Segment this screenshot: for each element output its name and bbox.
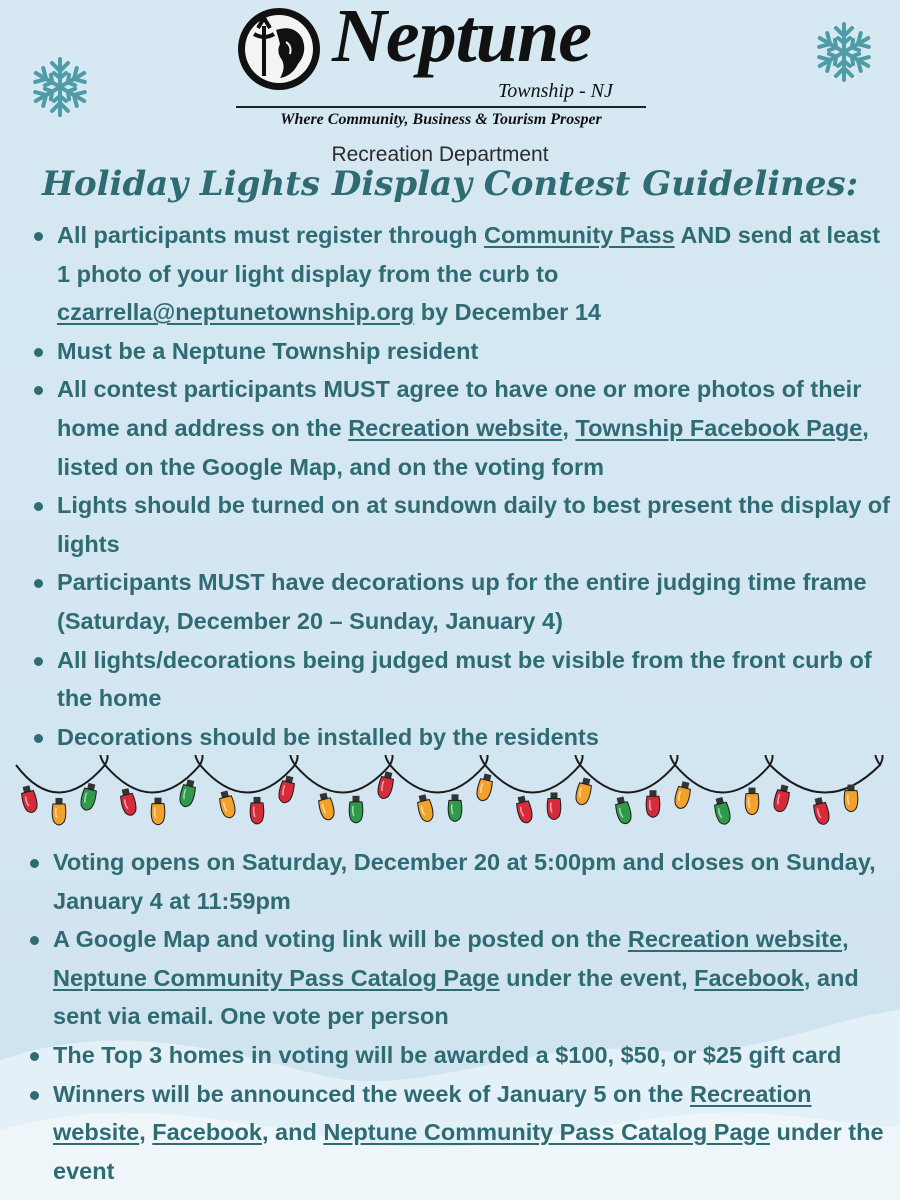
page-title: Holiday Lights Display Contest Guidelines: [41,164,859,204]
light-bulb-icon [151,798,165,825]
light-bulb-icon [673,780,693,809]
light-bulb-icon [448,794,462,821]
community-pass-catalog-link[interactable]: Neptune Community Pass Catalog Page [53,964,500,991]
recreation-website-link[interactable]: Recreation website [348,414,563,441]
community-pass-catalog-link[interactable]: Neptune Community Pass Catalog Page [323,1119,770,1146]
light-bulb-icon [415,793,435,822]
list-item [28,1036,894,1075]
email-link[interactable]: czarrella@neptunetownship.org [57,299,415,326]
recreation-website-link[interactable]: Recreation website [53,1080,812,1146]
list-item [32,370,892,486]
list-text: Participants MUST have decorations up for the entire judging time frame (Saturday, December 20 – Sunday, January 4) [57,569,867,634]
list-text: Must be a Neptune Township resident [57,337,479,364]
snowflake-icon [28,55,92,119]
light-bulb-icon [613,796,633,825]
list-text: Winners will be announced the week of January 5 on the [53,1080,691,1107]
light-bulb-icon [811,796,831,825]
logo-subtitle: Township - NJ [498,80,613,102]
list-item [32,718,892,757]
light-bulb-icon [250,797,264,824]
list-text: , [562,414,576,441]
light-bulb-icon [574,777,594,806]
light-bulb-icon [376,770,396,799]
voting-info-list [28,843,894,1190]
township-facebook-link[interactable]: Township Facebook Page [575,414,863,441]
logo-wordmark: Neptune [332,0,591,78]
light-bulb-icon [475,773,495,802]
list-item [32,563,892,640]
list-text: Decorations should be installed by the residents [57,723,599,750]
light-bulb-icon [217,790,237,819]
list-item [32,332,892,371]
light-bulb-icon [52,798,66,825]
contest-guidelines-list [32,216,892,756]
facebook-link[interactable]: Facebook [694,964,804,991]
list-text: , [139,1119,153,1146]
recreation-website-link[interactable]: Recreation website [627,926,843,953]
light-bulb-icon [712,796,732,825]
light-bulb-icon [349,796,363,823]
light-wire [16,755,883,793]
light-bulb-icon [19,784,39,813]
logo-divider [236,106,646,108]
community-pass-link[interactable]: Community Pass [483,222,675,248]
list-text: , listed on the Google Map, and on the voting form [57,414,869,480]
list-item [28,843,894,920]
logo-tagline: Where Community, Business & Tourism Prosper [280,111,602,128]
list-text: A Google Map and voting link will be posted on the [53,926,628,953]
list-text: under the event, [499,964,695,991]
light-bulb-icon [514,795,534,824]
list-item [32,216,892,332]
holiday-lights-string [10,755,890,850]
list-text: , and sent via email. One vote per person [53,964,859,1030]
neptune-logo [220,0,660,132]
light-bulb-icon [118,787,138,816]
light-bulb-icon [772,784,792,813]
list-item [28,1075,894,1191]
list-text: , and [261,1119,324,1146]
list-text: All participants must register through [57,222,484,248]
light-bulb-icon [646,790,660,817]
list-text: , [842,926,849,953]
list-text: Voting opens on Saturday, December 20 at 5:00pm and closes on Sunday, January 4 at 11:59pm [53,849,876,914]
light-bulb-icon [547,792,561,819]
list-text: under the event [53,1119,884,1184]
facebook-link[interactable]: Facebook [152,1119,262,1146]
list-text: The Top 3 homes in voting will be awarded a $100, $50, or $25 gift card [53,1041,842,1068]
list-text: Lights should be turned on at sundown daily to best present the display of lights [57,492,890,557]
department-label: Recreation Department [331,143,549,166]
list-text: All lights/decorations being judged must be visible from the front curb of the home [57,646,872,712]
light-bulb-icon [316,792,336,821]
light-bulb-icon [745,788,759,815]
list-text: AND send at least 1 photo of your light display from the curb to [57,222,881,287]
list-item [28,920,894,1036]
list-item [32,641,892,718]
list-item [32,486,892,563]
neptune-emblem-icon [236,6,322,92]
list-text: by December 14 [414,299,601,326]
snowflake-icon [812,20,876,84]
list-text: All contest participants MUST agree to have one or more photos of their home and address on the [57,376,862,441]
